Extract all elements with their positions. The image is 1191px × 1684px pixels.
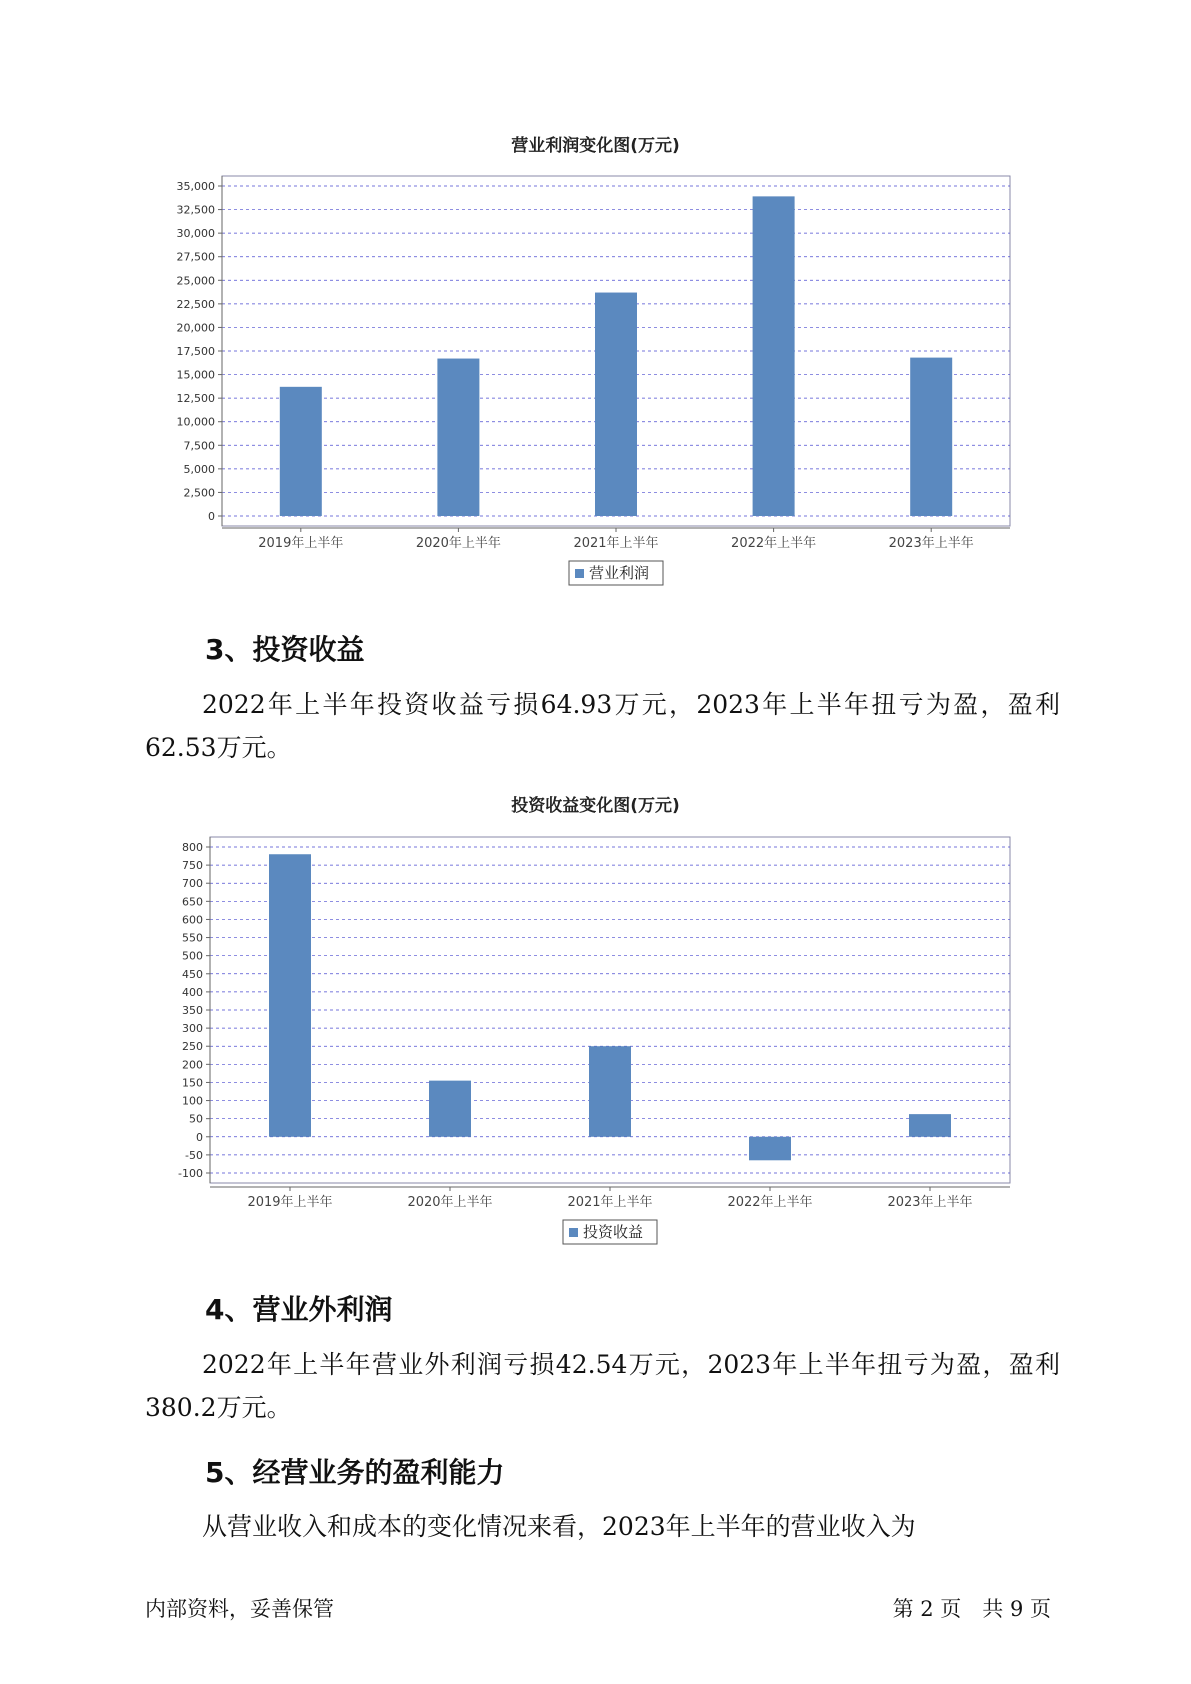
bar	[437, 359, 479, 516]
y-tick-label: 150	[182, 1076, 203, 1090]
y-tick-label: 17,500	[176, 345, 215, 358]
x-tick-label: 2019年上半年	[258, 536, 344, 551]
y-tick-label: 600	[182, 913, 203, 927]
bar	[753, 196, 795, 516]
bar	[280, 387, 322, 516]
y-tick-label: 10,000	[176, 415, 215, 429]
y-tick-label: 27,500	[176, 250, 215, 264]
y-tick-label: 100	[182, 1094, 203, 1108]
legend-swatch	[569, 1228, 578, 1237]
x-tick-label: 2020年上半年	[407, 1195, 493, 1210]
y-tick-label: 0	[208, 510, 215, 523]
y-tick-label: 35,000	[176, 180, 215, 193]
y-tick-label: 0	[196, 1130, 203, 1144]
bar	[909, 1114, 951, 1137]
y-tick-label: 750	[182, 859, 203, 873]
y-tick-label: 800	[182, 841, 203, 854]
bar	[429, 1081, 471, 1137]
bar	[589, 1046, 631, 1137]
paragraph-profitability: 从营业收入和成本的变化情况来看，2023年上半年的营业收入为	[202, 1512, 916, 1541]
y-tick-label: -100	[178, 1167, 203, 1180]
operating-profit-chart	[0, 160, 1191, 590]
y-tick-label: 300	[182, 1022, 203, 1036]
section-heading-investment: 3、投资收益	[205, 633, 365, 666]
bar	[269, 854, 311, 1137]
y-tick-label: 650	[182, 895, 203, 909]
y-tick-label: 7,500	[183, 439, 215, 453]
y-tick-label: 32,500	[176, 203, 215, 217]
y-tick-label: 550	[182, 931, 203, 945]
x-tick-label: 2021年上半年	[573, 536, 659, 551]
legend-label: 投资收益	[583, 1223, 644, 1241]
footer-page-number: 第 2 页 共 9 页	[892, 1597, 1051, 1621]
x-tick-label: 2023年上半年	[888, 536, 974, 551]
y-tick-label: 5,000	[183, 462, 215, 476]
y-tick-label: 250	[182, 1040, 203, 1054]
y-tick-label: 700	[182, 877, 203, 891]
y-tick-label: 15,000	[176, 368, 215, 382]
operating-profit-chart-title: 营业利润变化图(万元)	[511, 136, 680, 156]
bar	[595, 293, 637, 516]
y-tick-label: -50	[185, 1148, 203, 1162]
paragraph-non-operating: 2022年上半年营业外利润亏损42.54万元，2023年上半年扭亏为盈，盈利380.2万元。	[145, 1350, 1060, 1422]
paragraph-investment: 2022年上半年投资收益亏损64.93万元，2023年上半年扭亏为盈，盈利62.53万元。	[145, 690, 1060, 762]
y-tick-label: 200	[182, 1058, 203, 1072]
bar	[910, 358, 952, 516]
y-tick-label: 2,500	[183, 486, 215, 500]
x-tick-label: 2019年上半年	[247, 1195, 333, 1210]
y-tick-label: 500	[182, 949, 203, 963]
x-tick-label: 2022年上半年	[731, 536, 817, 551]
investment-income-chart-title: 投资收益变化图(万元)	[511, 796, 680, 816]
x-tick-label: 2022年上半年	[727, 1195, 813, 1210]
footer-confidential-note: 内部资料，妥善保管	[145, 1597, 334, 1621]
y-tick-label: 12,500	[176, 392, 215, 406]
y-tick-label: 25,000	[176, 274, 215, 288]
x-tick-label: 2023年上半年	[887, 1195, 973, 1210]
y-tick-label: 20,000	[176, 321, 215, 335]
y-tick-label: 350	[182, 1004, 203, 1017]
y-tick-label: 450	[182, 967, 203, 981]
legend-swatch	[575, 569, 584, 578]
investment-income-chart	[0, 820, 1191, 1250]
section-heading-non-operating: 4、营业外利润	[205, 1293, 393, 1326]
x-tick-label: 2021年上半年	[567, 1195, 653, 1210]
section-heading-profitability: 5、经营业务的盈利能力	[205, 1456, 505, 1489]
y-tick-label: 400	[182, 985, 203, 999]
y-tick-label: 50	[189, 1112, 203, 1126]
y-tick-label: 30,000	[176, 227, 215, 241]
legend-label: 营业利润	[589, 564, 650, 582]
x-tick-label: 2020年上半年	[415, 536, 501, 551]
y-tick-label: 22,500	[176, 297, 215, 311]
bar	[749, 1137, 791, 1161]
